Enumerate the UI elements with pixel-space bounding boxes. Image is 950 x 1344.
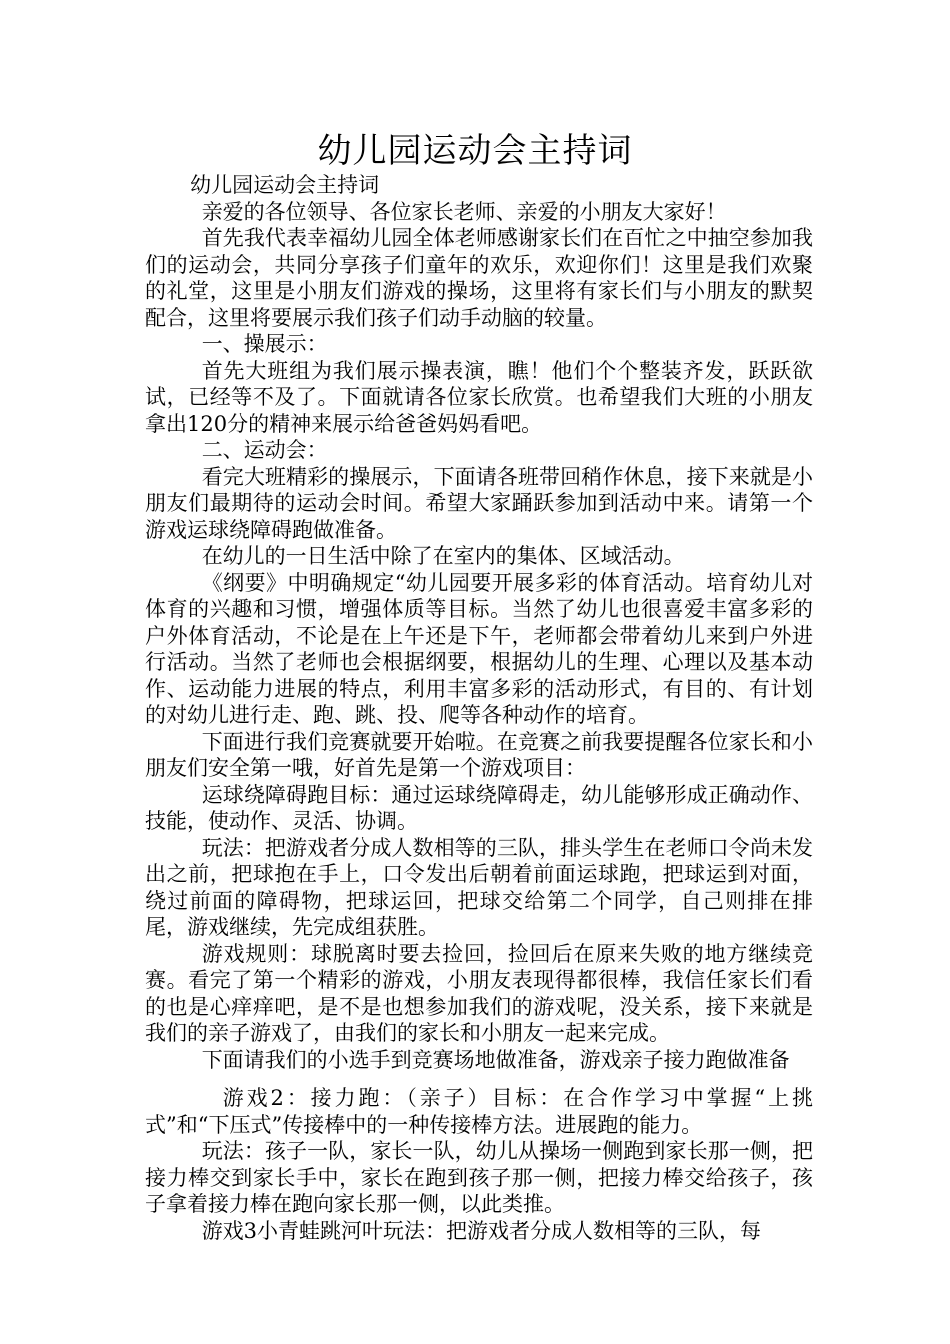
competition-start-paragraph: 下面进行我们竞赛就要开始啦。在竞赛之前我要提醒各位家长和小朋友们安全第一哦，好首先是第一个游戏项目：: [145, 729, 813, 780]
document-body: [145, 172, 813, 1244]
opening-paragraph: 首先我代表幸福幼儿园全体老师感谢家长们在百忙之中抽空参加我们的运动会，共同分享孩子们童年的欢乐，欢迎你们！这里是我们欢聚的礼堂，这里是小朋友们游戏的操场，这里将有家长们与小朋友的默契配合，这里将要展示我们孩子们动手动脑的较量。: [145, 226, 813, 330]
game1-regulations-paragraph: 游戏规则：球脱离时要去捡回，捡回后在原来失败的地方继续竞赛。看完了第一个精彩的游戏，小朋友表现得都很棒，我信任家长们看的也是心痒痒吧，是不是也想参加我们的游戏呢，没关系，接下来就是我们的亲子游戏了，由我们的家长和小朋友一起来完成。: [145, 941, 813, 1045]
subtitle-paragraph: 幼儿园运动会主持词: [190, 173, 380, 197]
section-heading-sports-meet: 二、运动会：: [201, 438, 328, 462]
document-title: 幼儿园运动会主持词: [317, 131, 633, 171]
game1-goal-paragraph: 运球绕障碍跑目标：通过运球绕障碍走，幼儿能够形成正确动作、技能，使动作、灵活、协调。: [145, 782, 813, 833]
greeting-paragraph: 亲爱的各位领导、各位家长老师、亲爱的小朋友大家好！: [201, 199, 727, 224]
exercise-paragraph: 首先大班组为我们展示操表演，瞧！他们个个整装齐发，跃跃欲试，已经等不及了。下面就请各位家长欣赏。也希望我们大班的小朋友拿出120分的精神来展示给爸爸妈妈看吧。: [145, 358, 813, 436]
game2-rules-paragraph: 玩法：孩子一队，家长一队，幼儿从操场一侧跑到家长那一侧，把接力棒交到家长手中，家长在跑到孩子那一侧，把接力棒交给孩子，孩子拿着接力棒在跑向家长那一侧，以此类推。: [145, 1139, 813, 1216]
game3-paragraph: 游戏3小青蛙跳河叶玩法：把游戏者分成人数相等的三队，每: [201, 1218, 762, 1243]
sports-meet-paragraph: 看完大班精彩的操展示，下面请各班带回稍作休息，接下来就是小朋友们最期待的运动会时间。希望大家踊跃参加到活动中来。请第一个游戏运球绕障碍跑做准备。: [145, 464, 813, 542]
game2-prepare-paragraph: 下面请我们的小选手到竞赛场地做准备，游戏亲子接力跑做准备: [201, 1047, 790, 1072]
game2-goal-paragraph: 游戏2：接力跑：（亲子）目标：在合作学习中掌握“上挑式”和“下压式”传接棒中的一种传接棒方法。进展跑的能力。: [145, 1086, 813, 1137]
section-heading-exercise: 一、操展示：: [201, 332, 328, 356]
daily-life-paragraph: 在幼儿的一日生活中除了在室内的集体、区域活动。: [201, 544, 685, 568]
game1-rules-paragraph: 玩法：把游戏者分成人数相等的三队，排头学生在老师口令尚未发出之前，把球抱在手上，口令发出后朝着前面运球跑，把球运到对面，绕过前面的障碍物，把球运回，把球交给第二个同学，自己则排在排尾，游戏继续，先完成组获胜。: [145, 835, 813, 939]
outline-paragraph: 《纲要》中明确规定“幼儿园要开展多彩的体育活动。培育幼儿对体育的兴趣和习惯，增强体质等目标。当然了幼儿也很喜爱丰富多彩的户外体育活动，不论是在上午还是下午，老师都会带着幼儿来到户外进行活动。当然了老师也会根据纲要，根据幼儿的生理、心理以及基本动作、运动能力进展的特点，利用丰富多彩的活动形式，有目的、有计划的对幼儿进行走、跑、跳、投、爬等各种动作的培育。: [145, 570, 813, 727]
